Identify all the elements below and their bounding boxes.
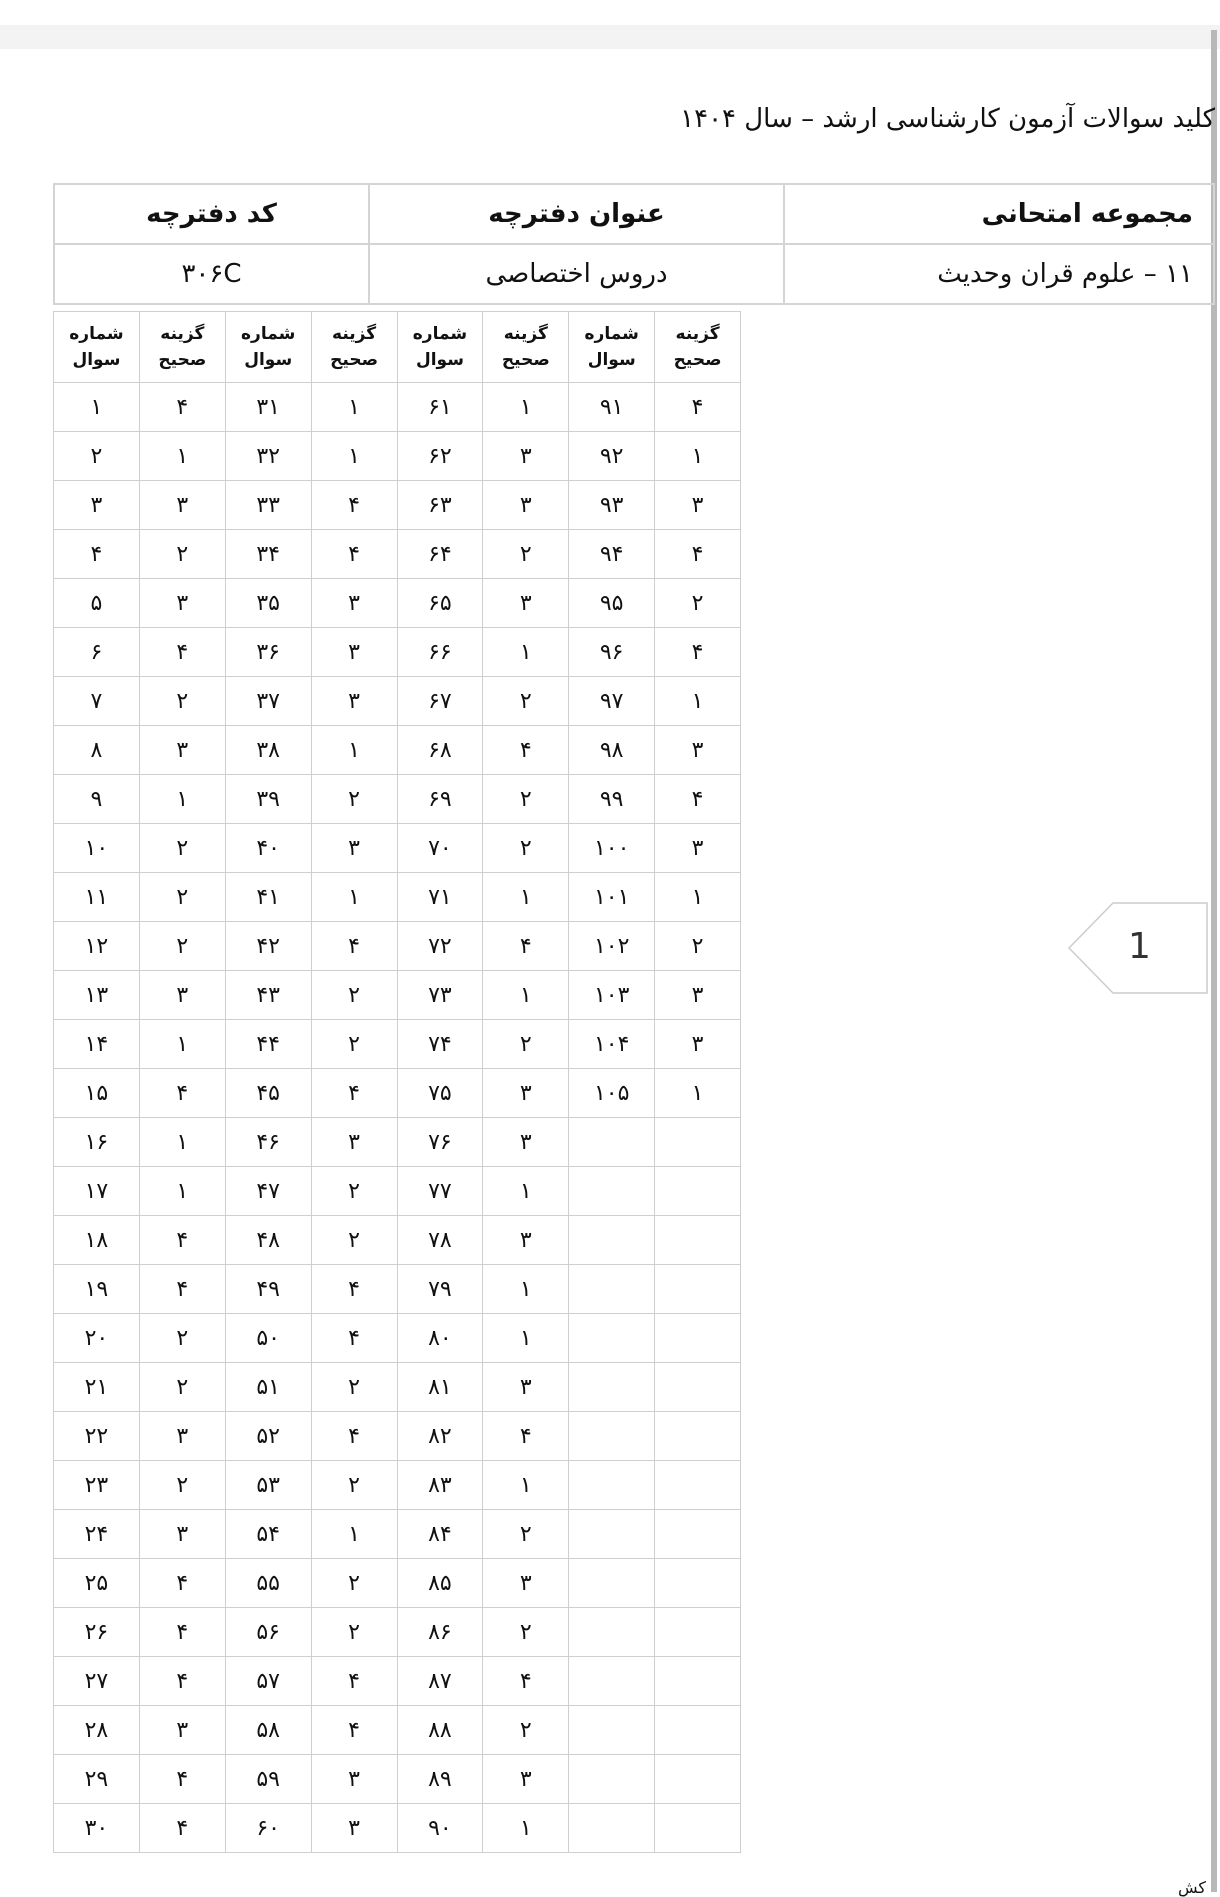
answer-cell: ۱ <box>483 971 569 1020</box>
question-number-cell: ۳۰ <box>54 1804 140 1853</box>
info-header-row <box>54 184 1214 244</box>
table-row <box>54 1069 741 1118</box>
question-number-cell: ۵۵ <box>225 1559 311 1608</box>
question-number-cell: ۱۰۰ <box>569 824 655 873</box>
answer-cell: ۴ <box>311 1657 397 1706</box>
question-number-cell: ۸۱ <box>397 1363 483 1412</box>
answer-cell: ۴ <box>139 1216 225 1265</box>
question-number-cell <box>569 1804 655 1853</box>
question-number-cell: ۳ <box>54 481 140 530</box>
answer-cell: ۳ <box>139 1706 225 1755</box>
answer-cell: ۳ <box>139 971 225 1020</box>
question-number-cell: ۸۴ <box>397 1510 483 1559</box>
question-number-cell: ۲۶ <box>54 1608 140 1657</box>
question-number-cell: ۱۶ <box>54 1118 140 1167</box>
question-number-cell: ۲۹ <box>54 1755 140 1804</box>
answer-cell: ۲ <box>483 1608 569 1657</box>
answer-cell <box>655 1559 741 1608</box>
answer-cell: ۳ <box>483 1755 569 1804</box>
answer-cell: ۲ <box>311 1608 397 1657</box>
answer-cell: ۲ <box>139 824 225 873</box>
question-number-cell: ۲۴ <box>54 1510 140 1559</box>
answer-cell: ۴ <box>655 628 741 677</box>
answer-cell: ۱ <box>483 1265 569 1314</box>
question-number-cell: ۱ <box>54 383 140 432</box>
answer-cell <box>655 1412 741 1461</box>
answer-cell: ۲ <box>139 873 225 922</box>
table-row <box>54 432 741 481</box>
question-number-cell: ۵۲ <box>225 1412 311 1461</box>
question-number-cell <box>569 1657 655 1706</box>
question-number-cell: ۲۰ <box>54 1314 140 1363</box>
scrollbar[interactable] <box>1211 30 1217 1892</box>
answer-cell: ۲ <box>483 530 569 579</box>
question-number-cell: ۵۳ <box>225 1461 311 1510</box>
answer-cell: ۳ <box>311 677 397 726</box>
question-number-cell: ۳۱ <box>225 383 311 432</box>
question-number-cell: ۵۸ <box>225 1706 311 1755</box>
question-number-cell: ۸۷ <box>397 1657 483 1706</box>
question-number-cell: ۴۱ <box>225 873 311 922</box>
answer-cell: ۱ <box>311 432 397 481</box>
footer-text: کش <box>1177 1878 1206 1897</box>
answer-cell: ۳ <box>311 628 397 677</box>
answer-cell: ۴ <box>311 1069 397 1118</box>
question-number-cell: ۸۹ <box>397 1755 483 1804</box>
answer-cell: ۱ <box>139 1118 225 1167</box>
answer-cell: ۱ <box>483 1314 569 1363</box>
question-number-cell: ۱۰ <box>54 824 140 873</box>
question-number-cell: ۲ <box>54 432 140 481</box>
question-number-cell: ۹۳ <box>569 481 655 530</box>
answer-cell <box>655 1265 741 1314</box>
answer-cell: ۴ <box>139 383 225 432</box>
question-number-cell: ۵۱ <box>225 1363 311 1412</box>
question-number-cell: ۶۰ <box>225 1804 311 1853</box>
question-number-cell: ۲۸ <box>54 1706 140 1755</box>
answer-cell: ۳ <box>483 1069 569 1118</box>
answer-cell <box>655 1216 741 1265</box>
question-number-cell: ۱۰۳ <box>569 971 655 1020</box>
question-number-cell: ۶۳ <box>397 481 483 530</box>
answer-cell: ۴ <box>139 1069 225 1118</box>
question-number-cell: ۱۲ <box>54 922 140 971</box>
question-number-cell: ۸۶ <box>397 1608 483 1657</box>
info-table <box>53 183 1215 305</box>
answer-cell: ۴ <box>311 1706 397 1755</box>
question-number-cell: ۳۷ <box>225 677 311 726</box>
question-number-cell: ۹۱ <box>569 383 655 432</box>
question-number-cell: ۱۹ <box>54 1265 140 1314</box>
answer-cell: ۲ <box>483 1510 569 1559</box>
question-number-cell: ۸۸ <box>397 1706 483 1755</box>
answer-cell: ۲ <box>483 1706 569 1755</box>
question-number-cell: ۶۲ <box>397 432 483 481</box>
answer-cell: ۴ <box>483 1412 569 1461</box>
table-row <box>54 628 741 677</box>
question-number-cell: ۴۴ <box>225 1020 311 1069</box>
question-number-cell: ۶۵ <box>397 579 483 628</box>
question-number-cell: ۹۸ <box>569 726 655 775</box>
answer-cell: ۱ <box>655 432 741 481</box>
answer-cell: ۴ <box>483 726 569 775</box>
question-number-cell: ۱۰۲ <box>569 922 655 971</box>
answer-cell <box>655 1118 741 1167</box>
booklet-title-value: دروس اختصاصی <box>369 244 784 304</box>
question-number-cell: ۹۴ <box>569 530 655 579</box>
question-number-cell <box>569 1461 655 1510</box>
question-number-cell: ۹ <box>54 775 140 824</box>
answer-cell: ۳ <box>655 824 741 873</box>
question-number-cell: ۹۵ <box>569 579 655 628</box>
answer-cell: ۳ <box>311 579 397 628</box>
table-row <box>54 971 741 1020</box>
answer-cell: ۴ <box>483 922 569 971</box>
answer-cell: ۱ <box>483 873 569 922</box>
top-bar <box>0 25 1220 49</box>
question-number-cell: ۵۹ <box>225 1755 311 1804</box>
table-row <box>54 1363 741 1412</box>
answer-cell: ۴ <box>139 1608 225 1657</box>
answer-cell: ۳ <box>655 971 741 1020</box>
answer-cell: ۲ <box>483 677 569 726</box>
question-number-cell: ۳۴ <box>225 530 311 579</box>
question-number-cell: ۶۴ <box>397 530 483 579</box>
question-number-cell: ۲۳ <box>54 1461 140 1510</box>
question-number-cell: ۱۳ <box>54 971 140 1020</box>
question-number-cell: ۱۱ <box>54 873 140 922</box>
question-number-cell: ۹۲ <box>569 432 655 481</box>
answer-cell <box>655 1167 741 1216</box>
answer-cell: ۲ <box>311 1020 397 1069</box>
answer-cell: ۲ <box>483 1020 569 1069</box>
page-number: 1 <box>1128 926 1151 967</box>
question-number-cell: ۲۱ <box>54 1363 140 1412</box>
answer-cell: ۱ <box>483 1167 569 1216</box>
answer-cell: ۳ <box>483 481 569 530</box>
question-number-cell: ۵۰ <box>225 1314 311 1363</box>
answer-cell: ۲ <box>483 775 569 824</box>
table-row <box>54 824 741 873</box>
answer-cell: ۴ <box>655 530 741 579</box>
question-number-cell: ۸۳ <box>397 1461 483 1510</box>
question-number-cell: ۴۳ <box>225 971 311 1020</box>
answer-cell: ۲ <box>139 677 225 726</box>
question-number-cell: ۱۰۴ <box>569 1020 655 1069</box>
question-number-cell <box>569 1608 655 1657</box>
answer-cell: ۲ <box>655 922 741 971</box>
answer-cell: ۴ <box>311 530 397 579</box>
answer-cell: ۴ <box>139 1804 225 1853</box>
table-row <box>54 383 741 432</box>
question-number-cell: ۶۷ <box>397 677 483 726</box>
col-header-question: شماره سوال <box>397 312 483 383</box>
question-number-cell: ۵۴ <box>225 1510 311 1559</box>
question-number-cell <box>569 1216 655 1265</box>
question-number-cell: ۸۵ <box>397 1559 483 1608</box>
question-number-cell: ۲۲ <box>54 1412 140 1461</box>
answer-cell: ۲ <box>139 1363 225 1412</box>
answer-cell <box>655 1657 741 1706</box>
answer-cell: ۴ <box>311 1265 397 1314</box>
answer-cell: ۱ <box>483 1804 569 1853</box>
question-number-cell <box>569 1167 655 1216</box>
answer-cell: ۳ <box>139 1412 225 1461</box>
question-number-cell: ۳۵ <box>225 579 311 628</box>
answer-cell: ۳ <box>311 1755 397 1804</box>
booklet-code-value: ۳۰۶C <box>54 244 369 304</box>
question-number-cell: ۸۲ <box>397 1412 483 1461</box>
table-row <box>54 481 741 530</box>
answer-cell: ۳ <box>483 1118 569 1167</box>
question-number-cell: ۱۴ <box>54 1020 140 1069</box>
col-header-question: شماره سوال <box>569 312 655 383</box>
question-number-cell: ۹۹ <box>569 775 655 824</box>
answer-cell: ۳ <box>139 579 225 628</box>
answer-cell: ۲ <box>311 1363 397 1412</box>
col-header-question: شماره سوال <box>54 312 140 383</box>
answer-cell: ۱ <box>483 1461 569 1510</box>
answer-cell: ۱ <box>311 873 397 922</box>
table-row <box>54 1412 741 1461</box>
answer-cell: ۳ <box>311 1118 397 1167</box>
answer-cell: ۳ <box>655 481 741 530</box>
question-number-cell: ۹۰ <box>397 1804 483 1853</box>
question-number-cell: ۱۰۱ <box>569 873 655 922</box>
exam-group-header: مجموعه امتحانی <box>784 184 1214 244</box>
table-row <box>54 1265 741 1314</box>
answer-cell <box>655 1510 741 1559</box>
question-number-cell: ۷۰ <box>397 824 483 873</box>
table-row <box>54 1657 741 1706</box>
table-row <box>54 873 741 922</box>
question-number-cell: ۴۹ <box>225 1265 311 1314</box>
answer-cell <box>655 1608 741 1657</box>
answer-cell: ۴ <box>483 1657 569 1706</box>
question-number-cell: ۸۰ <box>397 1314 483 1363</box>
answer-cell <box>655 1461 741 1510</box>
question-number-cell: ۳۹ <box>225 775 311 824</box>
question-number-cell: ۲۷ <box>54 1657 140 1706</box>
question-number-cell <box>569 1363 655 1412</box>
table-row <box>54 1755 741 1804</box>
question-number-cell <box>569 1118 655 1167</box>
question-number-cell: ۷۳ <box>397 971 483 1020</box>
answer-cell: ۱ <box>655 1069 741 1118</box>
question-number-cell: ۷۱ <box>397 873 483 922</box>
table-row <box>54 1461 741 1510</box>
question-number-cell: ۷۶ <box>397 1118 483 1167</box>
answer-cell: ۱ <box>655 873 741 922</box>
answer-cell: ۲ <box>311 1461 397 1510</box>
question-number-cell: ۴۵ <box>225 1069 311 1118</box>
answer-cell: ۳ <box>483 432 569 481</box>
answer-cell: ۲ <box>139 1314 225 1363</box>
answer-cell: ۴ <box>311 1314 397 1363</box>
answer-cell <box>655 1363 741 1412</box>
booklet-title-header: عنوان دفترچه <box>369 184 784 244</box>
question-number-cell: ۴۰ <box>225 824 311 873</box>
question-number-cell: ۳۳ <box>225 481 311 530</box>
question-number-cell: ۶۸ <box>397 726 483 775</box>
answer-header-row <box>54 312 741 383</box>
info-value-row <box>54 244 1214 304</box>
answer-cell: ۴ <box>655 383 741 432</box>
question-number-cell: ۷۲ <box>397 922 483 971</box>
answer-cell: ۴ <box>655 775 741 824</box>
answer-cell: ۲ <box>311 1167 397 1216</box>
question-number-cell: ۷۹ <box>397 1265 483 1314</box>
table-row <box>54 677 741 726</box>
table-row <box>54 1608 741 1657</box>
answer-cell: ۳ <box>483 1216 569 1265</box>
question-number-cell: ۷۷ <box>397 1167 483 1216</box>
question-number-cell: ۴ <box>54 530 140 579</box>
answer-cell: ۴ <box>139 628 225 677</box>
answer-cell <box>655 1314 741 1363</box>
question-number-cell: ۵۷ <box>225 1657 311 1706</box>
booklet-code-header: کد دفترچه <box>54 184 369 244</box>
col-header-answer: گزینه صحیح <box>483 312 569 383</box>
question-number-cell: ۷ <box>54 677 140 726</box>
table-row <box>54 775 741 824</box>
table-row <box>54 579 741 628</box>
question-number-cell: ۶۹ <box>397 775 483 824</box>
question-number-cell: ۱۷ <box>54 1167 140 1216</box>
answer-cell: ۱ <box>655 677 741 726</box>
question-number-cell: ۹۶ <box>569 628 655 677</box>
answer-cell: ۱ <box>139 775 225 824</box>
table-row <box>54 1216 741 1265</box>
answer-cell: ۱ <box>311 1510 397 1559</box>
answer-cell: ۴ <box>311 1412 397 1461</box>
table-row <box>54 1559 741 1608</box>
col-header-answer: گزینه صحیح <box>655 312 741 383</box>
question-number-cell: ۷۵ <box>397 1069 483 1118</box>
question-number-cell: ۶۱ <box>397 383 483 432</box>
table-row <box>54 530 741 579</box>
question-number-cell: ۹۷ <box>569 677 655 726</box>
answer-cell: ۳ <box>483 1559 569 1608</box>
col-header-answer: گزینه صحیح <box>139 312 225 383</box>
table-row <box>54 1314 741 1363</box>
question-number-cell: ۴۷ <box>225 1167 311 1216</box>
page-indicator[interactable] <box>1068 902 1208 994</box>
answer-cell: ۴ <box>139 1265 225 1314</box>
table-row <box>54 1020 741 1069</box>
question-number-cell: ۶ <box>54 628 140 677</box>
question-number-cell: ۳۲ <box>225 432 311 481</box>
answer-cell: ۳ <box>483 579 569 628</box>
question-number-cell: ۱۵ <box>54 1069 140 1118</box>
answer-cell: ۱ <box>483 628 569 677</box>
table-row <box>54 922 741 971</box>
question-number-cell: ۶۶ <box>397 628 483 677</box>
question-number-cell: ۲۵ <box>54 1559 140 1608</box>
question-number-cell: ۸ <box>54 726 140 775</box>
answer-cell: ۴ <box>139 1755 225 1804</box>
table-row <box>54 726 741 775</box>
answer-cell: ۱ <box>139 1167 225 1216</box>
table-row <box>54 1706 741 1755</box>
answer-cell: ۱ <box>139 1020 225 1069</box>
question-number-cell: ۵ <box>54 579 140 628</box>
answer-cell: ۲ <box>655 579 741 628</box>
answer-cell: ۳ <box>655 726 741 775</box>
answer-cell: ۳ <box>311 1804 397 1853</box>
answer-cell: ۱ <box>139 432 225 481</box>
table-row <box>54 1118 741 1167</box>
answer-cell: ۲ <box>311 971 397 1020</box>
question-number-cell: ۷۴ <box>397 1020 483 1069</box>
answer-cell: ۳ <box>139 1510 225 1559</box>
answer-cell: ۱ <box>483 383 569 432</box>
answer-key-table <box>53 311 741 1853</box>
question-number-cell: ۳۶ <box>225 628 311 677</box>
answer-cell: ۱ <box>311 726 397 775</box>
question-number-cell: ۴۸ <box>225 1216 311 1265</box>
question-number-cell <box>569 1755 655 1804</box>
col-header-answer: گزینه صحیح <box>311 312 397 383</box>
answer-cell: ۴ <box>311 922 397 971</box>
answer-cell <box>655 1755 741 1804</box>
answer-cell <box>655 1804 741 1853</box>
answer-cell: ۱ <box>311 383 397 432</box>
answer-cell: ۲ <box>139 530 225 579</box>
question-number-cell <box>569 1559 655 1608</box>
answer-cell: ۳ <box>311 824 397 873</box>
question-number-cell: ۷۸ <box>397 1216 483 1265</box>
exam-group-value: ۱۱ – علوم قران وحدیث <box>784 244 1214 304</box>
answer-cell: ۳ <box>655 1020 741 1069</box>
answer-cell: ۲ <box>139 1461 225 1510</box>
question-number-cell: ۵۶ <box>225 1608 311 1657</box>
answer-cell: ۴ <box>311 481 397 530</box>
question-number-cell <box>569 1706 655 1755</box>
answer-cell: ۳ <box>139 726 225 775</box>
question-number-cell: ۴۶ <box>225 1118 311 1167</box>
answer-cell: ۲ <box>139 922 225 971</box>
table-row <box>54 1167 741 1216</box>
question-number-cell: ۴۲ <box>225 922 311 971</box>
answer-cell: ۲ <box>483 824 569 873</box>
answer-cell: ۲ <box>311 1559 397 1608</box>
question-number-cell <box>569 1510 655 1559</box>
answer-cell: ۳ <box>483 1363 569 1412</box>
question-number-cell <box>569 1265 655 1314</box>
answer-cell: ۴ <box>139 1559 225 1608</box>
question-number-cell <box>569 1412 655 1461</box>
answer-cell: ۲ <box>311 1216 397 1265</box>
table-row <box>54 1804 741 1853</box>
question-number-cell: ۱۸ <box>54 1216 140 1265</box>
question-number-cell: ۱۰۵ <box>569 1069 655 1118</box>
question-number-cell: ۳۸ <box>225 726 311 775</box>
question-number-cell <box>569 1314 655 1363</box>
col-header-question: شماره سوال <box>225 312 311 383</box>
page-title: کلید سوالات آزمون کارشناسی ارشد – سال ۱۴۰۴ <box>680 104 1215 134</box>
answer-cell: ۴ <box>139 1657 225 1706</box>
answer-cell: ۲ <box>311 775 397 824</box>
answer-cell <box>655 1706 741 1755</box>
table-row <box>54 1510 741 1559</box>
answer-cell: ۳ <box>139 481 225 530</box>
